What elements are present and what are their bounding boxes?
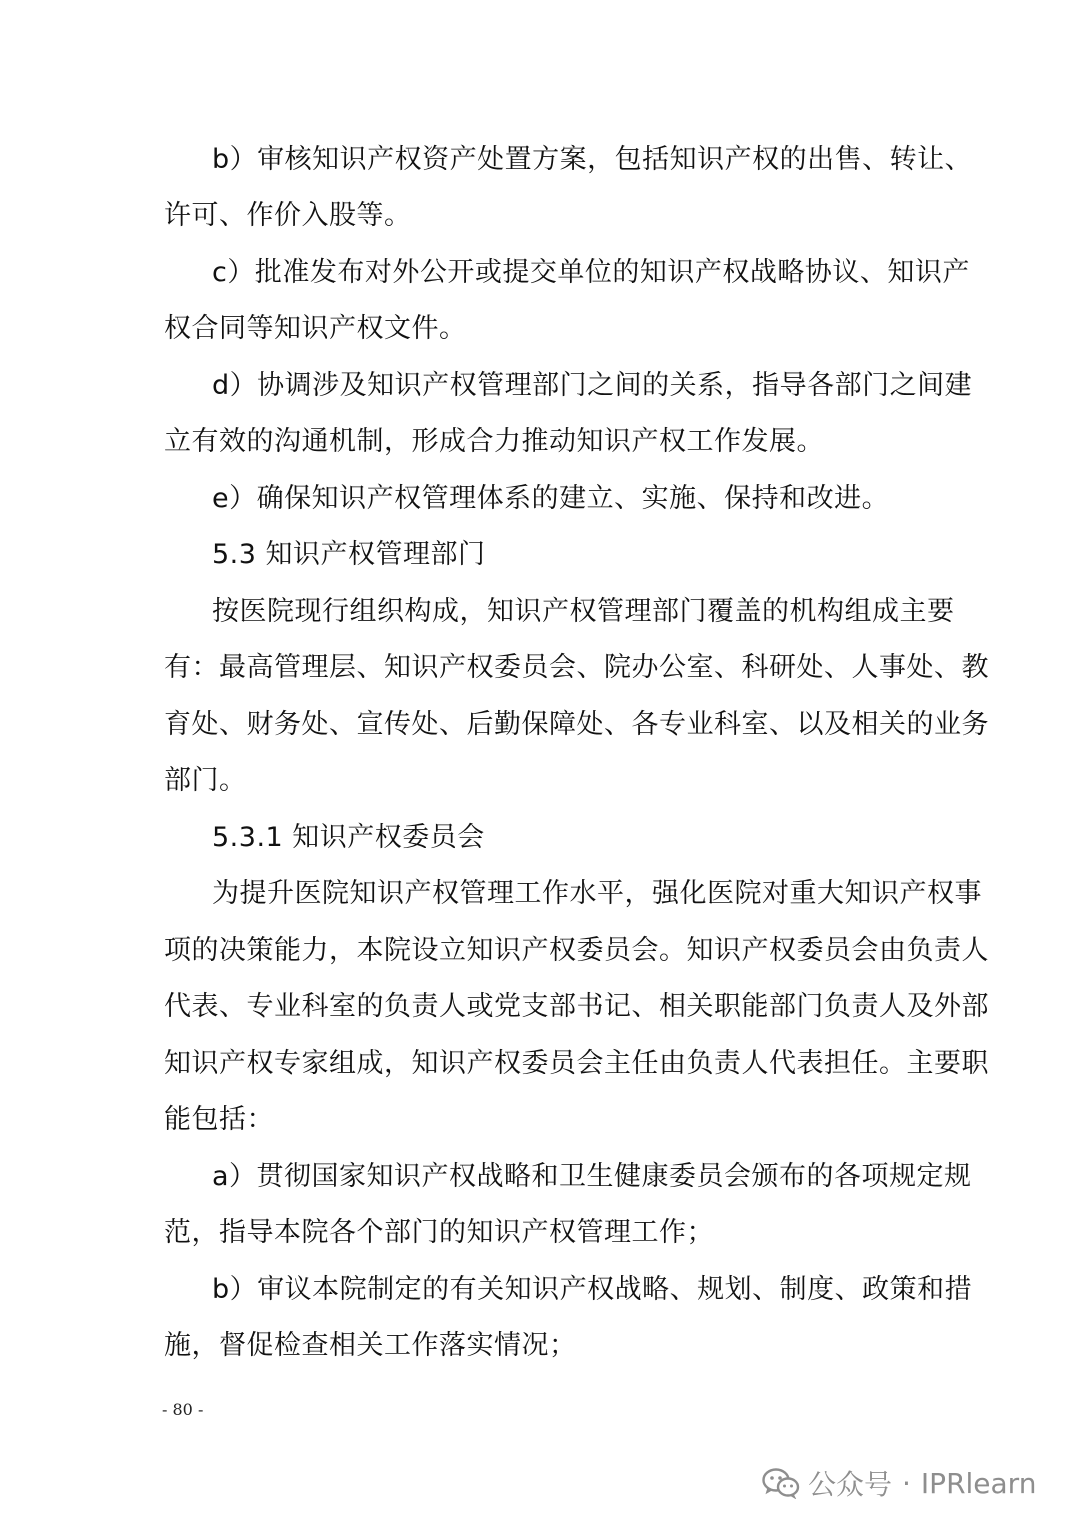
paragraph-line: b）审核知识产权资产处置方案，包括知识产权的出售、转让、: [212, 144, 973, 175]
watermark: [762, 1463, 1036, 1503]
paragraph-line: 代表、专业科室的负责人或党支部书记、相关职能部门负责人及外部: [164, 991, 989, 1022]
paragraph-line: a）贯彻国家知识产权战略和卫生健康委员会颁布的各项规定规: [212, 1161, 972, 1192]
watermark-account: IPRlearn: [920, 1466, 1037, 1500]
paragraph-line: 为提升医院知识产权管理工作水平，强化医院对重大知识产权事: [212, 878, 982, 909]
wechat-icon: [762, 1467, 800, 1499]
paragraph-line: 立有效的沟通机制，形成合力推动知识产权工作发展。: [164, 426, 824, 457]
paragraph-line: 权合同等知识产权文件。: [164, 313, 467, 344]
paragraph-line: 施，督促检查相关工作落实情况；: [164, 1330, 577, 1361]
paragraph-line: 范，指导本院各个部门的知识产权管理工作；: [164, 1217, 714, 1248]
paragraph-line: 项的决策能力，本院设立知识产权委员会。知识产权委员会由负责人: [164, 935, 989, 966]
section-heading: 5.3 知识产权管理部门: [212, 539, 486, 570]
paragraph-line: d）协调涉及知识产权管理部门之间的关系，指导各部门之间建: [212, 370, 973, 401]
watermark-label: 公众号: [808, 1468, 893, 1501]
paragraph-line: 育处、财务处、宣传处、后勤保障处、各专业科室、以及相关的业务: [164, 709, 989, 740]
page-number: - 80 -: [162, 1400, 204, 1419]
paragraph-line: e）确保知识产权管理体系的建立、实施、保持和改进。: [212, 483, 890, 514]
paragraph-line: 有：最高管理层、知识产权委员会、院办公室、科研处、人事处、教: [164, 652, 989, 683]
paragraph-line: 能包括：: [164, 1104, 274, 1135]
paragraph-line: 部门。: [164, 765, 247, 796]
paragraph-line: c）批准发布对外公开或提交单位的知识产权战略协议、知识产: [212, 257, 970, 288]
paragraph-line: 许可、作价入股等。: [164, 200, 412, 231]
paragraph-line: 知识产权专家组成，知识产权委员会主任由负责人代表担任。主要职: [164, 1048, 989, 1079]
paragraph-line: 按医院现行组织构成，知识产权管理部门覆盖的机构组成主要: [212, 596, 955, 627]
watermark-separator: ·: [902, 1466, 911, 1500]
paragraph-line: b）审议本院制定的有关知识产权战略、规划、制度、政策和措: [212, 1274, 973, 1305]
subsection-heading: 5.3.1 知识产权委员会: [212, 822, 485, 853]
